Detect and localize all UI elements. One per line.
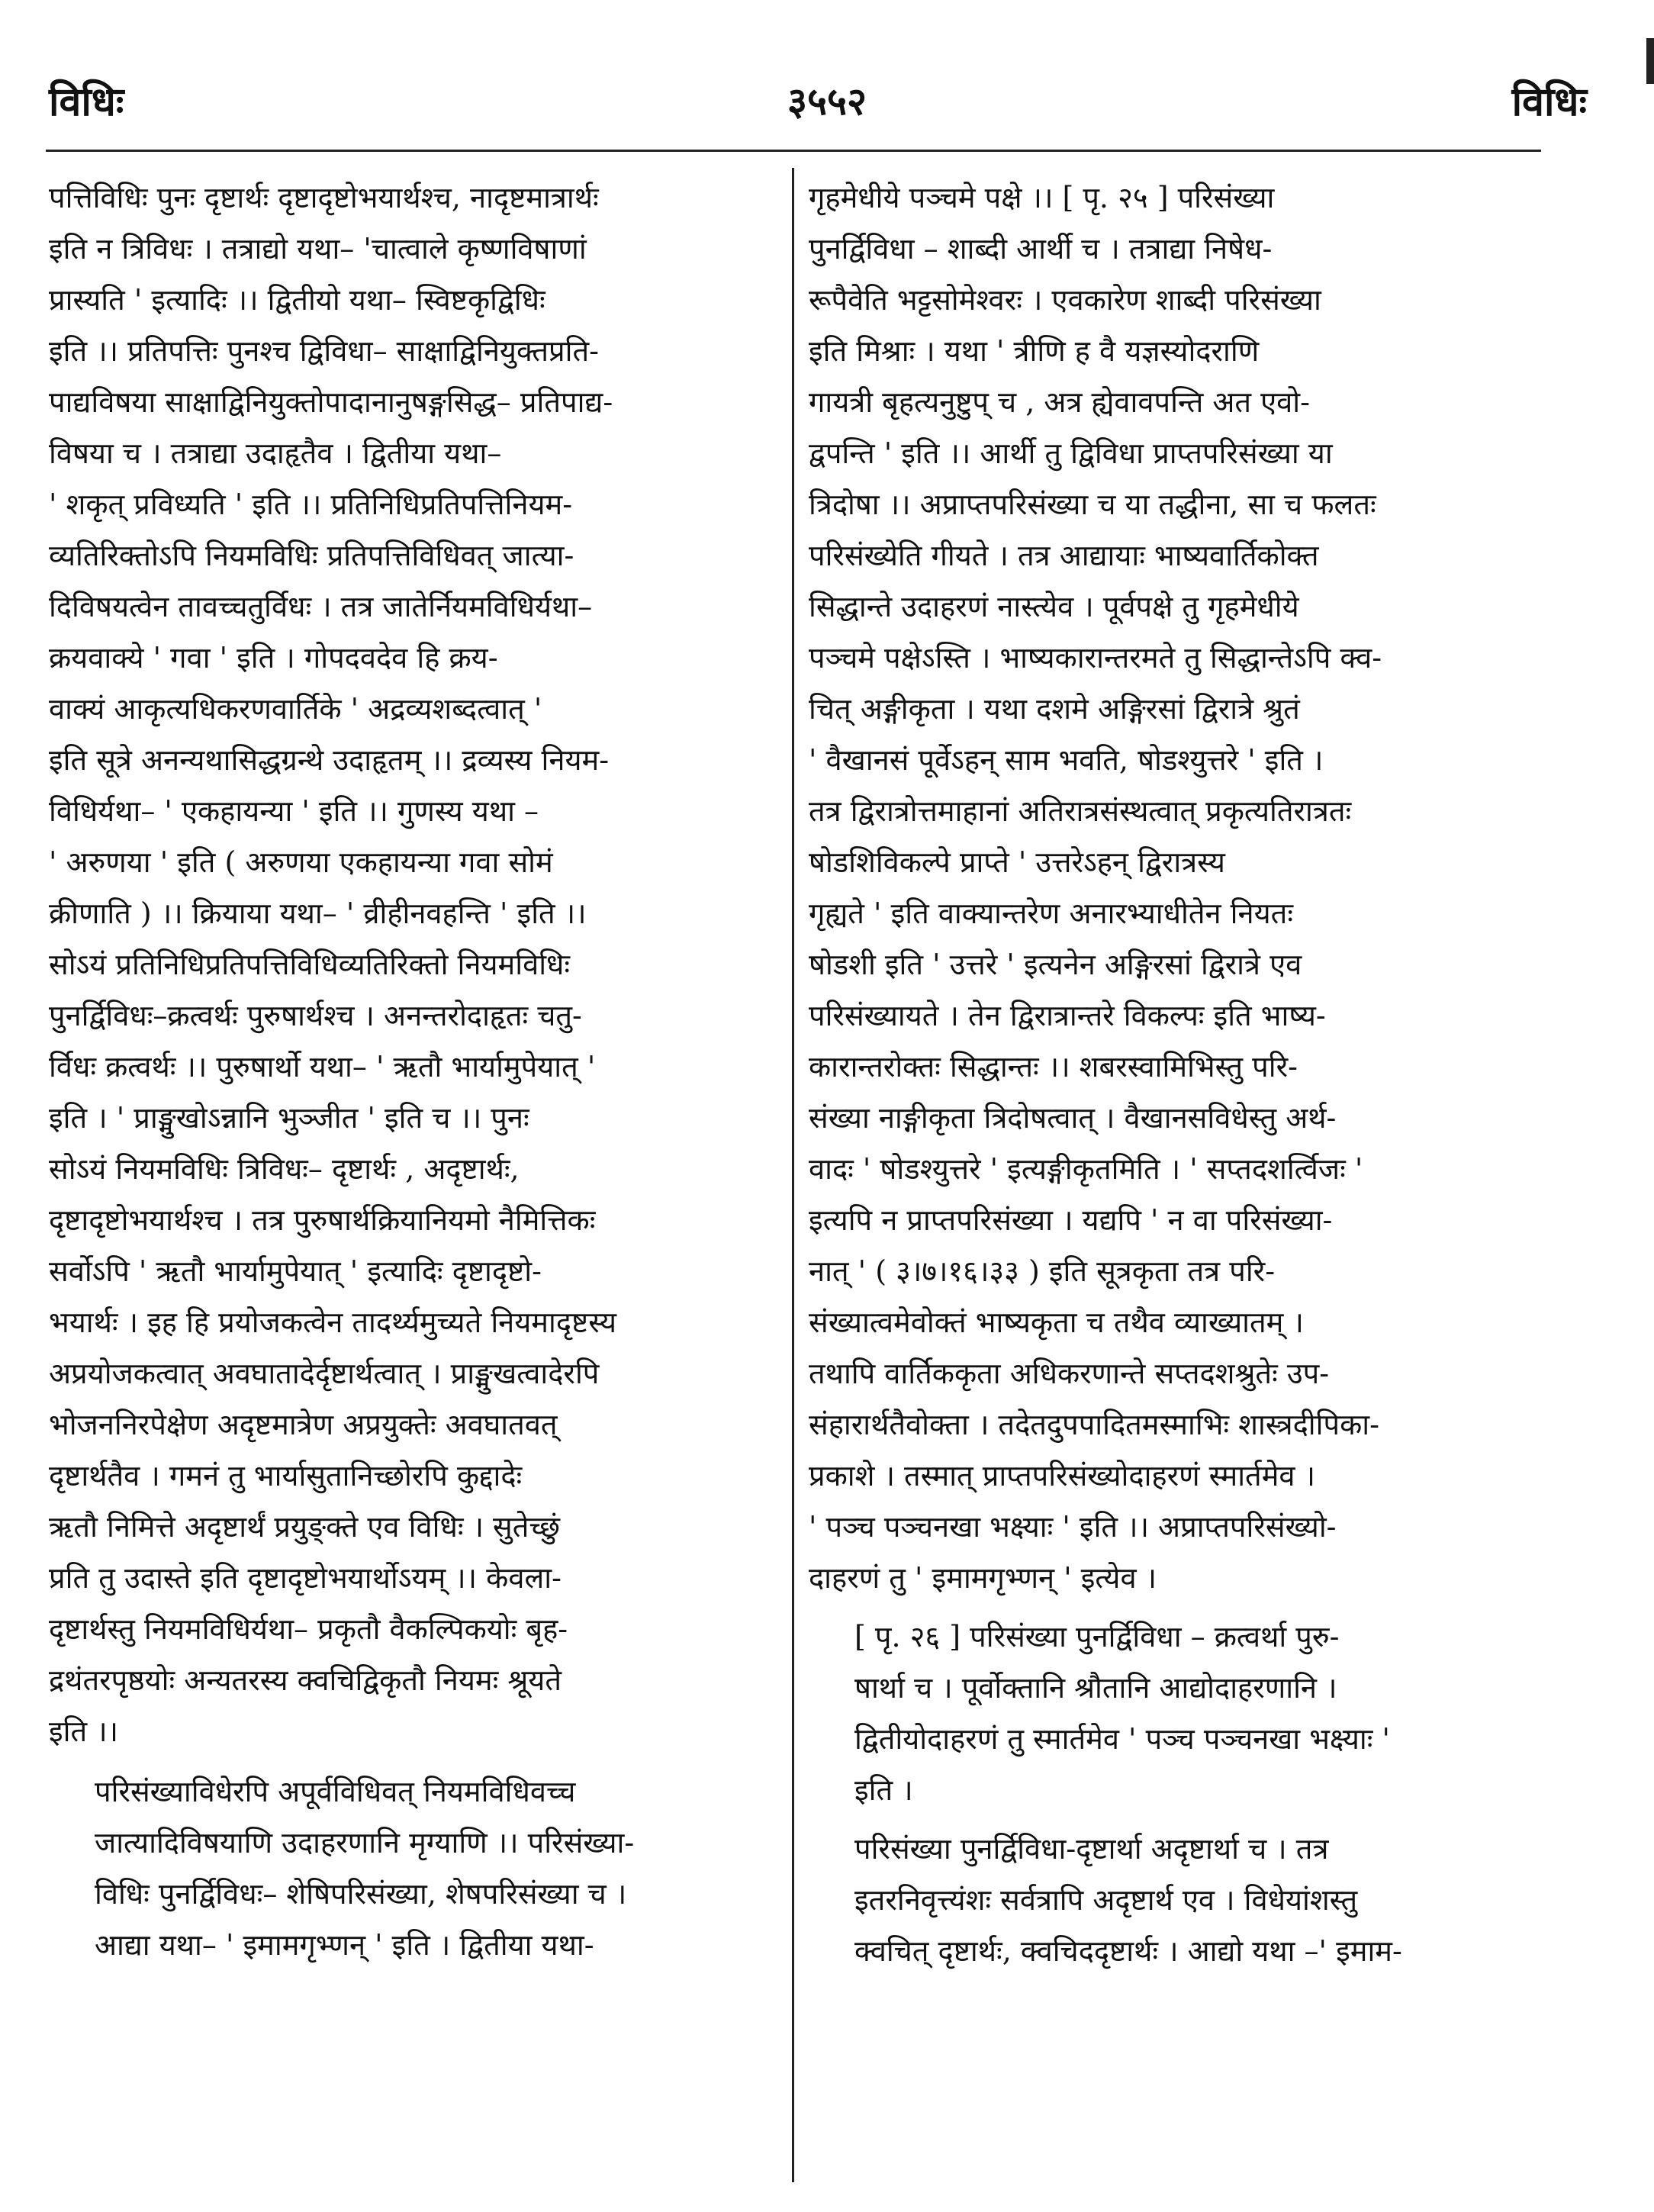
text-line: परिसंख्यायते । तेन द्विरात्रान्तरे विकल्पः इति भाष्य- <box>809 999 1326 1032</box>
text-line: इति । <box>854 1773 913 1807</box>
text-line: र्विधः क्रत्वर्थः ।। पुरुषार्थो यथा– ' ऋतौ भार्यामुपेयात् ' <box>49 1050 596 1083</box>
text-line: विधिर्यथा– ' एकहायन्या ' इति ।। गुणस्य यथा – <box>49 794 539 828</box>
right-paragraph-2 <box>809 1612 1533 1816</box>
running-head-right: विधिः <box>1511 79 1587 125</box>
text-line: विधिः पुनर्द्विविधः– शेषिपरिसंख्या, शेषपरिसंख्या च । <box>95 1877 627 1911</box>
text-line: ' पञ्च पञ्चनखा भक्ष्याः ' इति ।। अप्राप्तपरिसंख्यो- <box>809 1510 1337 1544</box>
text-line: षोडशिविकल्पे प्राप्ते ' उत्तरेऽहन् द्विरात्रस्य <box>809 845 1225 879</box>
text-line: इति मिश्राः । यथा ' त्रीणि ह वै यज्ञस्योदराणि <box>809 334 1260 368</box>
text-line: कारान्तरोक्तः सिद्धान्तः ।। शबरस्वामिभिस्तु परि- <box>809 1050 1298 1083</box>
text-line: दृष्टादृष्टोभयार्थश्च । तत्र पुरुषार्थक्रियानियमो नैमित्तिकः <box>49 1203 596 1237</box>
text-line: षोडशी इति ' उत्तरे ' इत्यनेन अङ्गिरसां द्विरात्रे एव <box>809 948 1302 981</box>
text-line: संहारार्थतैवोक्ता । तदेतदुपपादितमस्माभिः शास्त्रदीपिका- <box>809 1408 1379 1441</box>
text-line: इति ।। प्रतिपत्तिः पुनश्च द्विविधा– साक्षाद्विनियुक्तप्रति- <box>49 334 599 368</box>
text-line: ' अरुणया ' इति ( अरुणया एकहायन्या गवा सोमं <box>49 845 553 879</box>
text-line: पत्तिविधिः पुनः दृष्टार्थः दृष्टादृष्टोभयार्थश्च, नादृष्टमात्रार्थः <box>49 181 599 214</box>
text-line: संख्यात्वमेवोक्तं भाष्यकृता च तथैव व्याख्यातम् । <box>809 1306 1304 1339</box>
text-line: ' वैखानसं पूर्वेऽहन् साम भवति, षोडश्युत्तरे ' इति । <box>809 743 1324 777</box>
text-line: गृहमेधीये पञ्चमे पक्षे ।। [ पृ. २५ ] परिसंख्या <box>809 181 1275 214</box>
text-line: पुनर्द्विविधः–क्रत्वर्थः पुरुषार्थश्च । अनन्तरोदाहृतः चतु- <box>49 999 582 1032</box>
text-line: परिसंख्या पुनर्द्विविधा-दृष्टार्था अदृष्टार्था च । तत्र <box>854 1832 1329 1866</box>
text-line: प्रकाशे । तस्मात् प्राप्तपरिसंख्योदाहरणं स्मार्तमेव । <box>809 1459 1316 1492</box>
text-line: भोजननिरपेक्षेण अदृष्टमात्रेण अप्रयुक्तेः अवघातवत् <box>49 1408 558 1441</box>
text-line: इति ।। <box>49 1715 119 1748</box>
text-line: सोऽयं नियमविधिः त्रिविधः– दृष्टार्थः , अदृष्टार्थः, <box>49 1152 520 1186</box>
text-line: इत्यपि न प्राप्तपरिसंख्या । यद्यपि ' न वा परिसंख्या- <box>809 1203 1333 1237</box>
text-line: इति न त्रिविधः । तत्राद्यो यथा– 'चात्वाले कृष्णविषाणां <box>49 232 587 266</box>
text-line: इति । ' प्राङ्मुखोऽन्नानि भुञ्जीत ' इति च ।। पुनः <box>49 1101 529 1135</box>
page-number: ३५५२ <box>787 79 867 124</box>
text-line: प्रति तु उदास्ते इति दृष्टादृष्टोभयार्थोऽयम् ।। केवला- <box>49 1561 562 1595</box>
text-line: सिद्धान्ते उदाहरणं नास्त्येव । पूर्वपक्षे तु गृहमेधीये <box>809 590 1299 623</box>
text-line: क्रयवाक्ये ' गवा ' इति । गोपदवदेव हि क्रय- <box>49 641 498 675</box>
left-column <box>49 172 774 1971</box>
text-line: द्वपन्ति ' इति ।। आर्थी तु द्विविधा प्राप्तपरिसंख्या या <box>809 436 1333 470</box>
text-line: विषया च । तत्राद्या उदाहृतैव । द्वितीया यथा– <box>49 436 502 470</box>
text-line: वादः ' षोडश्युत्तरे ' इत्यङ्गीकृतमिति । ' सप्तदशर्त्विजः ' <box>809 1152 1363 1186</box>
column-divider <box>792 168 794 2182</box>
text-line: व्यतिरिक्तोऽपि नियमविधिः प्रतिपत्तिविधिवत् जात्या- <box>49 539 574 572</box>
text-line: द्रथंतरपृष्ठयोः अन्यतरस्य क्वचिद्विकृतौ नियमः श्रूयते <box>49 1663 562 1697</box>
text-line: वाक्यं आकृत्यधिकरणवार्तिके ' अद्रव्यशब्दत्वात् ' <box>49 692 542 726</box>
left-paragraph-2 <box>49 1766 774 1971</box>
text-line: परिसंख्याविधेरपि अपूर्वविधिवत् नियमविधिवच्च <box>95 1775 576 1808</box>
text-line: आद्या यथा– ' इमामगृभ्णन् ' इति । द्वितीया यथा- <box>95 1928 594 1962</box>
text-line: दाहरणं तु ' इमामगृभ्णन् ' इत्येव । <box>809 1561 1157 1595</box>
text-line: भयार्थः । इह हि प्रयोजकत्वेन तादर्थ्यमुच्यते नियमादृष्टस्य <box>49 1306 617 1339</box>
text-line: क्रीणाति ) ।। क्रियाया यथा– ' व्रीहीनवहन्ति ' इति ।। <box>49 897 587 930</box>
text-line: त्रिदोषा ।। अप्राप्तपरिसंख्या च या तद्धीना, सा च फलतः <box>809 488 1376 521</box>
text-line: क्वचित् दृष्टार्थः, क्वचिददृष्टार्थः । आद्यो यथा –' इमाम- <box>854 1934 1402 1968</box>
text-line: चित् अङ्गीकृता । यथा दशमे अङ्गिरसां द्विरात्रे श्रुतं <box>809 692 1300 726</box>
edge-mark <box>1646 38 1654 84</box>
text-line: गृह्यते ' इति वाक्यान्तरेण अनारभ्याधीतेन नियतः <box>809 897 1293 930</box>
text-line: नात् ' ( ३।७।१६।३३ ) इति सूत्रकृता तत्र परि- <box>809 1254 1276 1288</box>
text-line: दृष्टार्थस्तु नियमविधिर्यथा– प्रकृतौ वैकल्पिकयोः बृह- <box>49 1612 568 1646</box>
text-line: पञ्चमे पक्षेऽस्ति । भाष्यकारान्तरमते तु सिद्धान्तेऽपि क्व- <box>809 641 1382 675</box>
text-line: षार्था च । पूर्वोक्तानि श्रौतानि आद्योदाहरणानि । <box>854 1671 1337 1705</box>
running-head-left: विधिः <box>49 79 124 125</box>
text-line: ' शकृत् प्रविध्यति ' इति ।। प्रतिनिधिप्रतिपत्तिनियम- <box>49 488 573 521</box>
left-paragraph-1 <box>49 172 774 1757</box>
text-line: गायत्री बृहत्यनुष्टुप् च , अत्र ह्येवावपन्ति अत एवो- <box>809 385 1310 419</box>
text-line: परिसंख्येति गीयते । तत्र आद्यायाः भाष्यवार्तिकोक्त <box>809 539 1319 572</box>
text-line: रूपैवेति भट्टसोमेश्वरः । एवकारेण शाब्दी परिसंख्या <box>809 283 1321 317</box>
text-line: इतरनिवृत्त्यंशः सर्वत्रापि अदृष्टार्थ एव । विधेयांशस्तु <box>854 1883 1358 1917</box>
text-line: इति सूत्रे अनन्यथासिद्धग्रन्थे उदाहृतम् ।। द्रव्यस्य नियम- <box>49 743 610 777</box>
text-line: तत्र द्विरात्रोत्तमाहानां अतिरात्रसंस्थत्वात् प्रकृत्यतिरात्रतः <box>809 794 1352 828</box>
text-line: प्रास्यति ' इत्यादिः ।। द्वितीयो यथा– स्विष्टकृद्विधिः <box>49 283 545 317</box>
text-line: द्वितीयोदाहरणं तु स्मार्तमेव ' पञ्च पञ्चनखा भक्ष्याः ' <box>854 1722 1390 1756</box>
text-line: सोऽयं प्रतिनिधिप्रतिपत्तिविधिव्यतिरिक्तो नियमविधिः <box>49 948 571 981</box>
text-line: तथापि वार्तिककृता अधिकरणान्ते सप्तदशश्रुतेः उप- <box>809 1357 1330 1390</box>
text-line: जात्यादिविषयाणि उदाहरणानि मृग्याणि ।। परिसंख्या- <box>95 1826 635 1859</box>
text-line: ऋतौ निमित्ते अदृष्टार्थं प्रयुङ्क्ते एव विधिः । सुतेच्छुं <box>49 1510 561 1544</box>
right-paragraph-3 <box>809 1824 1533 1977</box>
text-line: संख्या नाङ्गीकृता त्रिदोषत्वात् । वैखानसविधेस्तु अर्थ- <box>809 1101 1337 1135</box>
text-line: अप्रयोजकत्वात् अवघातादेर्दृष्टार्थत्वात् । प्राङ्मुखत्वादेरपि <box>49 1357 600 1390</box>
right-paragraph-1 <box>809 172 1533 1604</box>
text-line: दिविषयत्वेन तावच्चतुर्विधः । तत्र जातेर्नियमविधिर्यथा– <box>49 590 593 623</box>
header-rule <box>46 150 1541 152</box>
text-line: सर्वोऽपि ' ऋतौ भार्यामुपेयात् ' इत्यादिः दृष्टादृष्टो- <box>49 1254 542 1288</box>
text-line: पाद्यविषया साक्षाद्विनियुक्तोपादानानुषङ्गसिद्ध– प्रतिपाद्य- <box>49 385 613 419</box>
right-column <box>809 172 1533 1977</box>
text-line: दृष्टार्थतैव । गमनं तु भार्यासुतानिच्छोरपि कुद्दादेः <box>49 1459 523 1492</box>
text-line: [ पृ. २६ ] परिसंख्या पुनर्द्विविधा – क्रत्वर्था पुरु- <box>854 1620 1340 1653</box>
text-line: पुनर्द्विविधा – शाब्दी आर्थी च । तत्राद्या निषेध- <box>809 232 1273 266</box>
